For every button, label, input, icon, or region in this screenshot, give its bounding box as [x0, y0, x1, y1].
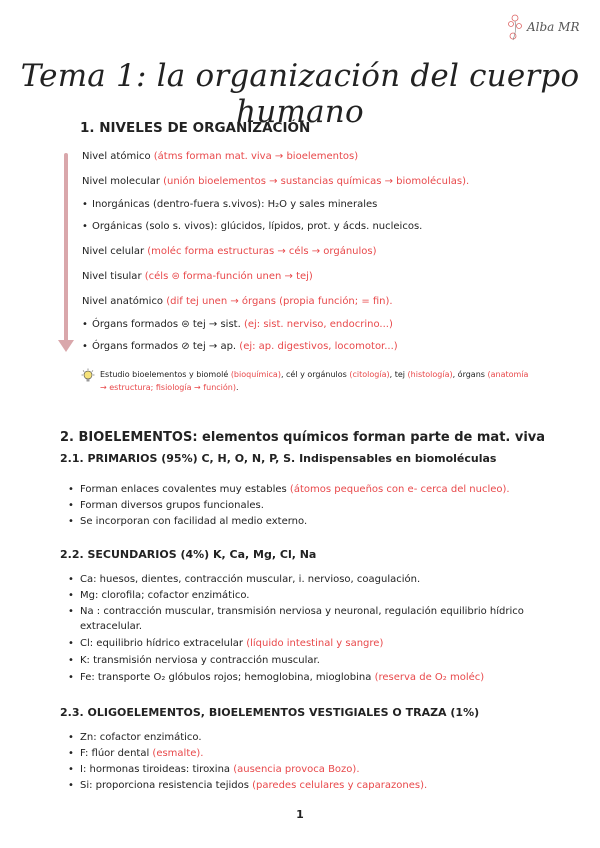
- item-text: Forman diversos grupos funcionales.: [80, 500, 264, 511]
- logo-text: Alba MR: [527, 20, 580, 34]
- list-item: [80, 572, 540, 587]
- item-note: (ausencia provoca Bozo).: [233, 764, 360, 775]
- list-item: [80, 636, 540, 651]
- level-label: Nivel atómico: [82, 151, 154, 162]
- page-title: Tema 1: la organización del cuerpo humano: [20, 58, 580, 130]
- molecular-inorganic: [92, 198, 377, 212]
- item-text: Órgans formados ⊜ tej → sist.: [92, 319, 244, 330]
- page-number: 1: [296, 808, 304, 821]
- arrow-down-icon: [58, 340, 74, 352]
- item-text: Si: proporciona resistencia tejidos: [80, 780, 253, 791]
- anatomic-apparatus: [92, 340, 398, 354]
- item-text: Mg: clorofila; cofactor enzimático.: [80, 590, 250, 601]
- note-text: .: [235, 383, 239, 392]
- list-item: [80, 588, 540, 603]
- list-item: [80, 498, 540, 513]
- item-note: (reserva de O₂ moléc): [374, 672, 485, 683]
- item-text: Ca: huesos, dientes, contracción muscular, i. nervioso, coagulación.: [80, 574, 421, 585]
- study-note: [100, 368, 530, 394]
- note-highlight: (anatomía → estructura; fisiología → función): [100, 370, 529, 392]
- item-text: Forman enlaces covalentes muy estables: [80, 484, 290, 495]
- note-highlight: (citología): [349, 370, 390, 379]
- subsection-heading-primarios: 2.1. PRIMARIOS (95%) C, H, O, N, P, S. Indispensables en biomoléculas: [60, 452, 497, 465]
- level-note: (dif tej unen → órgans (propia función; = fin).: [166, 296, 393, 307]
- item-note: (paredes celulares y caparazones).: [252, 780, 428, 791]
- note-text: , tej: [389, 370, 408, 379]
- item-text: Na : contracción muscular, transmisión nerviosa y neuronal, regulación equilibrio hídrico extracelular.: [80, 606, 524, 632]
- item-note: (ej: ap. digestivos, locomotor...): [239, 341, 398, 352]
- level-atomic: [82, 150, 358, 164]
- item-text: Inorgánicas (dentro-fuera s.vivos): H₂O y sales minerales: [92, 199, 378, 210]
- level-tissue: [82, 270, 313, 284]
- item-text: K: transmisión nerviosa y contracción muscular.: [80, 655, 320, 666]
- list-item: [80, 482, 540, 497]
- list-item: [80, 746, 540, 761]
- note-text: , órgans: [452, 370, 488, 379]
- level-note: (átms forman mat. viva → bioelementos): [153, 151, 359, 162]
- item-text: Orgánicas (solo s. vivos): glúcidos, lípidos, prot. y ácds. nucleicos.: [92, 221, 423, 232]
- item-text: F: flúor dental: [80, 748, 153, 759]
- note-highlight: (histología): [407, 370, 453, 379]
- note-text: , cél y orgánulos: [280, 370, 350, 379]
- item-text: Cl: equilibrio hídrico extracelular: [80, 638, 247, 649]
- item-note: (ej: sist. nerviso, endocrino...): [243, 319, 393, 330]
- subsection-heading-oligoelementos: 2.3. OLIGOELEMENTOS, BIOELEMENTOS VESTIGIALES O TRAZA (1%): [60, 706, 480, 719]
- level-label: Nivel molecular: [82, 176, 164, 187]
- anatomic-systems: [92, 318, 393, 332]
- list-item: [80, 670, 540, 685]
- level-note: (céls ⊜ forma-función unen → tej): [144, 271, 313, 282]
- level-label: Nivel anatómico: [82, 296, 167, 307]
- item-text: Se incorporan con facilidad al medio externo.: [80, 516, 308, 527]
- level-note: (moléc forma estructuras → céls → orgánulos): [147, 246, 377, 257]
- level-cellular: [82, 245, 377, 259]
- item-text: Fe: transporte O₂ glóbulos rojos; hemoglobina, mioglobina: [80, 672, 375, 683]
- list-item: [80, 514, 540, 529]
- level-note: (unión bioelementos → sustancias químicas → biomoléculas).: [163, 176, 470, 187]
- item-note: (líquido intestinal y sangre): [246, 638, 384, 649]
- item-text: Órgans formados ⊘ tej → ap.: [92, 341, 240, 352]
- section-heading-niveles: 1. NIVELES DE ORGANIZACIÓN: [80, 120, 311, 136]
- section-heading-bioelementos: 2. BIOELEMENTOS: elementos químicos forman parte de mat. viva: [60, 430, 546, 445]
- note-highlight: (bioquímica): [230, 370, 281, 379]
- list-item: [80, 778, 540, 793]
- molecular-organic: [92, 220, 422, 234]
- author-logo: [505, 10, 595, 46]
- downward-arrow-line: [64, 153, 68, 343]
- list-item: [80, 653, 540, 668]
- list-item: [80, 604, 540, 634]
- item-text: Zn: cofactor enzimático.: [80, 732, 202, 743]
- list-item: [80, 762, 540, 777]
- level-label: Nivel tisular: [82, 271, 145, 282]
- lightbulb-icon: [80, 368, 96, 384]
- item-text: I: hormonas tiroideas: tiroxina: [80, 764, 234, 775]
- list-item: [80, 730, 540, 745]
- item-note: (esmalte).: [152, 748, 204, 759]
- level-molecular: [82, 175, 469, 189]
- item-note: (átomos pequeños con e- cerca del nucleo).: [289, 484, 510, 495]
- note-text: Estudio bioelementos y biomolé: [100, 370, 231, 379]
- subsection-heading-secundarios: 2.2. SECUNDARIOS (4%) K, Ca, Mg, Cl, Na: [60, 548, 317, 561]
- level-anatomic: [82, 295, 393, 309]
- level-label: Nivel celular: [82, 246, 148, 257]
